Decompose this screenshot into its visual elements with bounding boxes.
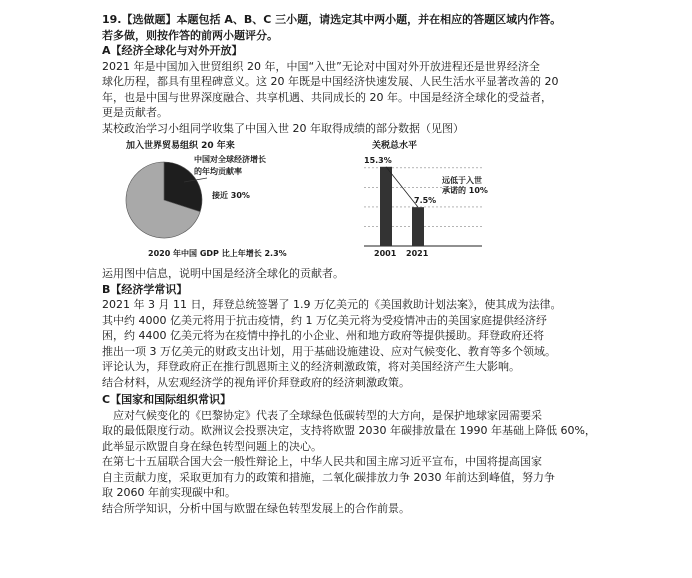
section-a-para2: 某校政治学习小组同学收集了中国入世 20 年取得成绩的部分数据（见图） — [102, 121, 464, 135]
bar-tick-label-2021: 2021 — [406, 249, 429, 258]
section-c-line7: 结合所学知识，分析中国与欧盟在绿色转型发展上的合作前景。 — [102, 501, 410, 515]
section-a-para1-line3: 年，也是中国与世界深度融合、共享机遇、共同成长的 20 年。中国是经济全球化的受益者， — [102, 90, 552, 104]
section-c-line4: 在第七十五届联合国大会一般性辩论上，中华人民共和国主席习近平宣布，中国将提高国家 — [102, 455, 542, 468]
section-a-title: A【经济全球化与对外开放】 — [102, 44, 243, 57]
bar-chart-title: 关税总水平 — [372, 141, 418, 151]
pie-annotation-line1: 中国对全球经济增长 — [194, 155, 266, 164]
bar-tick-label-2001: 2001 — [374, 249, 397, 258]
section-b-line5: 评论认为，拜登政府正在推行凯恩斯主义的经济刺激政策，将对美国经济产生大影响。 — [102, 360, 520, 373]
exam-page — [102, 12, 602, 516]
pie-chart-title: 加入世界贸易组织 20 年来 — [126, 141, 235, 151]
data-figure — [102, 138, 602, 263]
bar-data-label-2021: 7.5% — [414, 196, 437, 206]
bar-data-label-2001: 15.3% — [364, 155, 392, 165]
pie-chart-caption: 2020 年中国 GDP 比上年增长 2.3% — [148, 249, 287, 258]
question-header-line2: 若多做，则按作答的前两小题评分。 — [102, 28, 278, 42]
section-c-line3: 此举显示欧盟自身在绿色转型问题上的决心。 — [102, 439, 322, 453]
bar-chart — [342, 138, 542, 263]
section-b-line3: 困，约 4400 亿美元将为在疫情中挣扎的小企业、州和地方政府等提供援助。拜登政府还将 — [102, 329, 544, 342]
section-a-para1-line4: 更是贡献者。 — [102, 106, 168, 119]
section-b-line2: 其中约 4000 亿美元将用于抗击疫情，约 1 万亿美元将为受疫情冲击的美国家庭提供经济纾 — [102, 313, 547, 327]
section-b-title: B【经济学常识】 — [102, 282, 188, 296]
pie-annotation-value: 接近 30% — [212, 191, 250, 200]
bar-2001 — [380, 167, 392, 246]
section-a-para1-line2: 球化历程，都具有里程碑意义。这 20 年既是中国经济快速发展、人民生活水平显著改善的 20 — [102, 75, 559, 88]
section-c-line5: 自主贡献力度，采取更加有力的政策和措施，二氧化碳排放力争 2030 年前达到峰值，努力争 — [102, 470, 555, 484]
question-header-line1: 19.【选做题】本题包括 A、B、C 三小题，请选定其中两小题，并在相应的答题区域内作答。 — [102, 13, 562, 26]
section-a-para1-line1: 2021 年是中国加入世贸组织 20 年，中国“入世”无论对中国对外开放进程还是世界经济全 — [102, 59, 540, 73]
pie-annotation-line2: 的年均贡献率 — [194, 167, 242, 176]
section-c-line2: 取的最低限度行动。欧洲议会投票决定，支持将欧盟 2030 年碳排放量在 1990 年基础上降低 60%， — [102, 424, 596, 437]
section-c-line1: 应对气候变化的《巴黎协定》代表了全球绿色低碳转型的大方向，是保护地球家园需要采 — [102, 408, 542, 422]
section-c-title: C【国家和国际组织常识】 — [102, 393, 232, 406]
bar-annotation-line1: 远低于入世 — [442, 176, 482, 185]
section-b-line6: 结合材料，从宏观经济学的视角评价拜登政府的经济刺激政策。 — [102, 375, 410, 389]
section-a-question: 运用图中信息，说明中国是经济全球化的贡献者。 — [102, 267, 344, 280]
section-c-line6: 取 2060 年前实现碳中和。 — [102, 486, 236, 499]
section-b-line1: 2021 年 3 月 11 日，拜登总统签署了 1.9 万亿美元的《美国救助计划法案》，使其成为法律。 — [102, 298, 562, 311]
bar-2021 — [412, 207, 424, 246]
bar-annotation-line2: 承诺的 10% — [442, 186, 488, 195]
section-b-line4: 推出一项 3 万亿美元的财政支出计划，用于基础设施建设、应对气候变化、教育等多个领域。 — [102, 344, 556, 358]
pie-chart — [112, 138, 332, 263]
